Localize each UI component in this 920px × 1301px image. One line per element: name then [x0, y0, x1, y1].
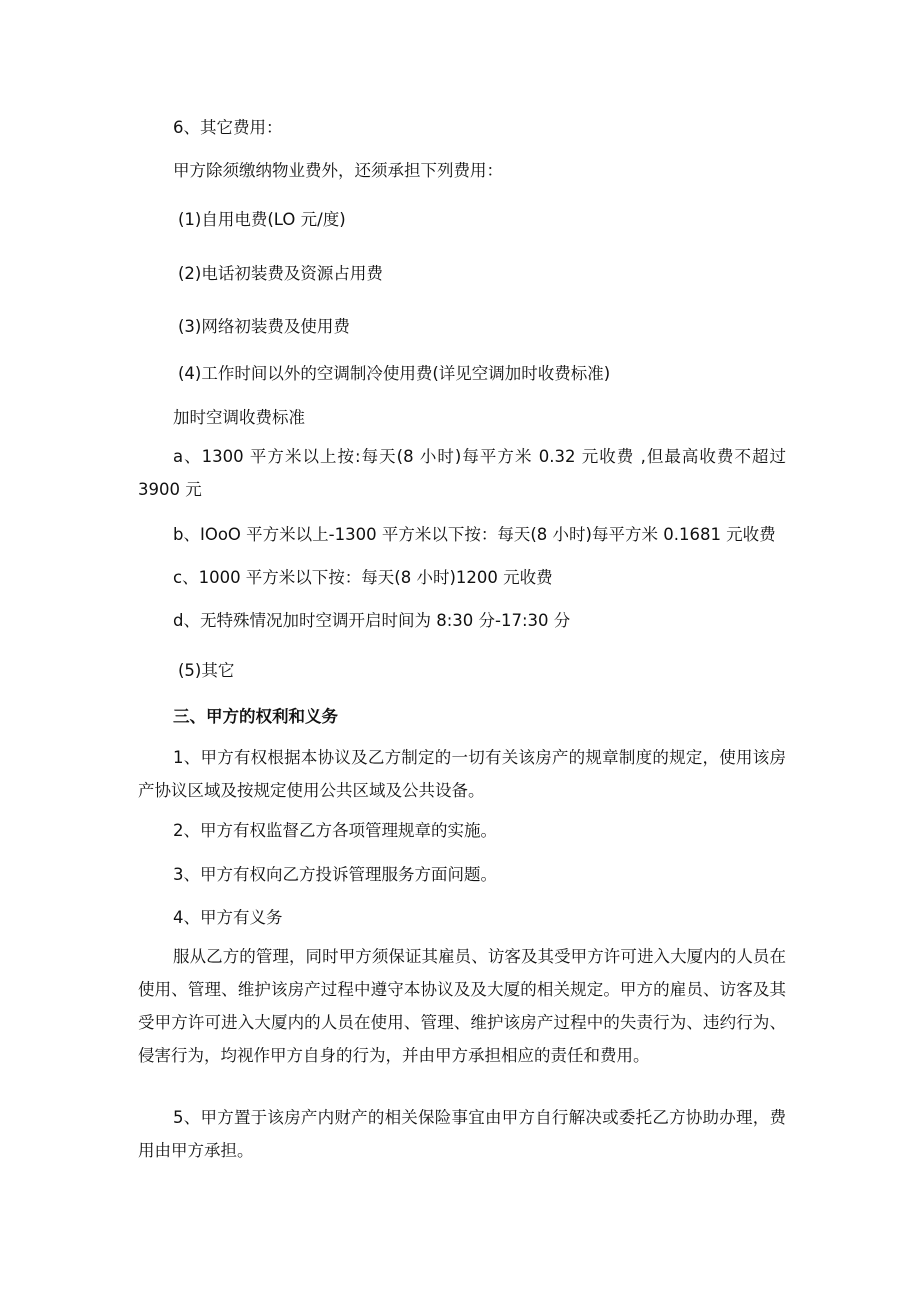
duty-paragraph: 服从乙方的管理，同时甲方须保证其雇员、访客及其受甲方许可进入大厦内的人员在使用、管理、维护该房产过程中遵守本协议及及大厦的相关规定。甲方的雇员、访客及其受甲方许可进入大厦内的人员在使用、管理、维护该房产过程中的失责行为、违约行为、侵害行为，均视作甲方自身的行为，并由甲方承担相应的责任和费用。 [138, 947, 786, 1065]
fee-item-3: (3)网络初装费及使用费 [178, 317, 350, 336]
ac-standard-title: 加时空调收费标准 [173, 408, 305, 427]
fee-item-5: (5)其它 [178, 661, 235, 680]
right-2-paragraph: 2、甲方有权监督乙方各项管理规章的实施。 [173, 821, 497, 840]
duty-heading: 4、甲方有义务 [173, 908, 283, 927]
fees-intro: 甲方除须缴纳物业费外，还须承担下列费用： [173, 161, 503, 180]
fee-item-1: (1)自用电费(LO 元/度) [178, 210, 346, 229]
section-3-heading: 三、甲方的权利和义务 [173, 707, 338, 726]
ac-rule-b: b、IOoO 平方米以上-1300 平方米以下按：每天(8 小时)每平方米 0.1681 元收费 [173, 525, 776, 544]
insurance-paragraph: 5、甲方置于该房产内财产的相关保险事宜由甲方自行解决或委托乙方协助办理，费用由甲方承担。 [138, 1108, 786, 1160]
section-6-heading: 6、其它费用： [173, 118, 283, 137]
ac-rule-d: d、无特殊情况加时空调开启时间为 8:30 分-17:30 分 [173, 611, 571, 630]
fee-item-2: (2)电话初装费及资源占用费 [178, 264, 383, 283]
right-3-paragraph: 3、甲方有权向乙方投诉管理服务方面问题。 [173, 865, 497, 884]
fee-item-4: (4)工作时间以外的空调制冷使用费(详见空调加时收费标准) [178, 364, 611, 383]
right-1-paragraph: 1、甲方有权根据本协议及乙方制定的一切有关该房产的规章制度的规定，使用该房产协议区域及按规定使用公共区域及公共设备。 [138, 748, 786, 800]
ac-rule-c: c、1000 平方米以下按：每天(8 小时)1200 元收费 [173, 568, 553, 587]
ac-rule-a: a、1300 平方米以上按:每天(8 小时)每平方米 0.32 元收费 ,但最高收费不超过 3900 元 [138, 447, 786, 499]
